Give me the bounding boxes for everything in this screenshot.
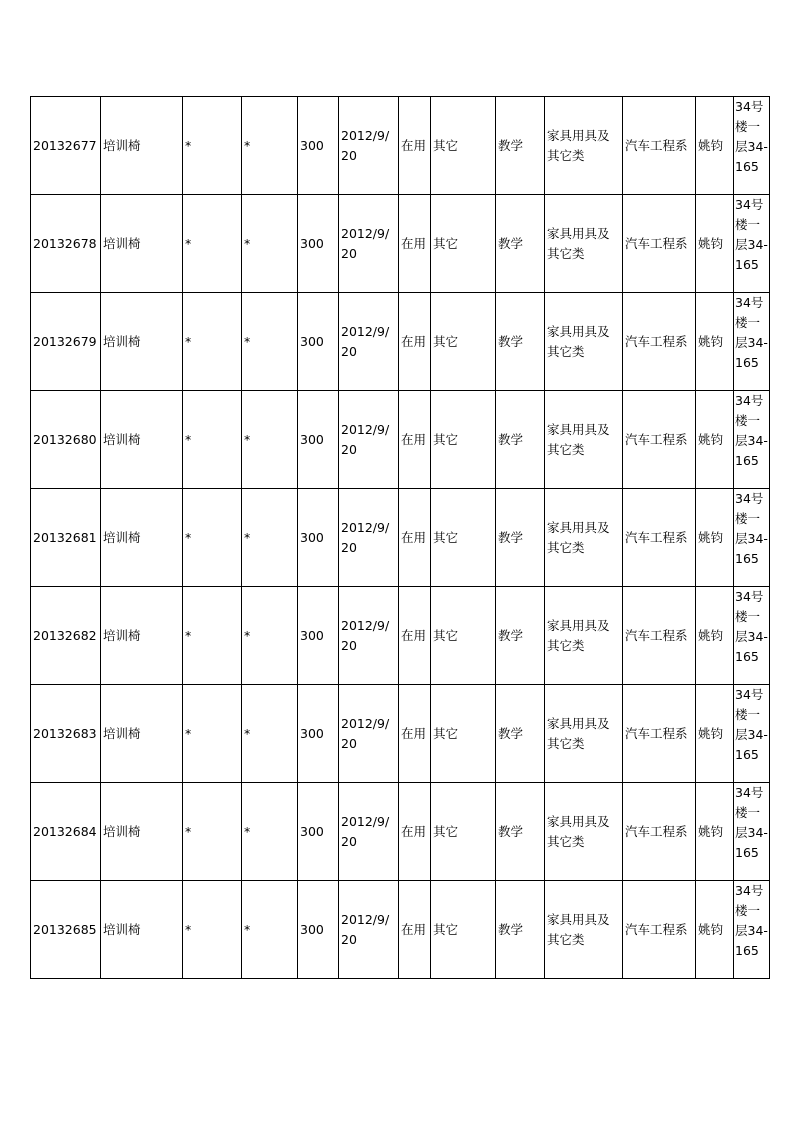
acquired-date-cell: 2012/9/20 (339, 293, 399, 391)
source-cell: 其它 (431, 685, 496, 783)
department-cell: 汽车工程系 (623, 783, 696, 881)
acquired-date-cell: 2012/9/20 (339, 685, 399, 783)
location-cell: 34号楼一层34-165 (734, 587, 770, 685)
department-cell: 汽车工程系 (623, 293, 696, 391)
keeper-cell: 姚钧 (696, 97, 734, 195)
usage-cell: 教学 (496, 685, 545, 783)
model-cell: * (242, 391, 298, 489)
acquired-date-cell: 2012/9/20 (339, 391, 399, 489)
spec-cell: * (183, 685, 242, 783)
acquired-date-cell: 2012/9/20 (339, 783, 399, 881)
table-row (31, 685, 770, 783)
source-cell: 其它 (431, 391, 496, 489)
acquired-date-cell: 2012/9/20 (339, 587, 399, 685)
status-cell: 在用 (399, 391, 431, 489)
usage-cell: 教学 (496, 293, 545, 391)
category-cell: 家具用具及其它类 (545, 97, 623, 195)
acquired-date-cell: 2012/9/20 (339, 881, 399, 979)
asset-name-cell: 培训椅 (101, 293, 183, 391)
price-cell: 300 (298, 783, 339, 881)
asset-id-cell: 20132682 (31, 587, 101, 685)
category-cell: 家具用具及其它类 (545, 195, 623, 293)
model-cell: * (242, 195, 298, 293)
spec-cell: * (183, 391, 242, 489)
asset-name-cell: 培训椅 (101, 391, 183, 489)
department-cell: 汽车工程系 (623, 195, 696, 293)
status-cell: 在用 (399, 783, 431, 881)
acquired-date-cell: 2012/9/20 (339, 195, 399, 293)
category-cell: 家具用具及其它类 (545, 587, 623, 685)
usage-cell: 教学 (496, 97, 545, 195)
asset-id-cell: 20132677 (31, 97, 101, 195)
table-row (31, 391, 770, 489)
asset-name-cell: 培训椅 (101, 685, 183, 783)
status-cell: 在用 (399, 195, 431, 293)
table-row (31, 97, 770, 195)
location-cell: 34号楼一层34-165 (734, 293, 770, 391)
source-cell: 其它 (431, 195, 496, 293)
asset-id-cell: 20132680 (31, 391, 101, 489)
asset-name-cell: 培训椅 (101, 881, 183, 979)
department-cell: 汽车工程系 (623, 489, 696, 587)
asset-name-cell: 培训椅 (101, 489, 183, 587)
status-cell: 在用 (399, 587, 431, 685)
asset-id-cell: 20132683 (31, 685, 101, 783)
source-cell: 其它 (431, 881, 496, 979)
keeper-cell: 姚钧 (696, 881, 734, 979)
asset-name-cell: 培训椅 (101, 195, 183, 293)
spec-cell: * (183, 97, 242, 195)
asset-name-cell: 培训椅 (101, 783, 183, 881)
category-cell: 家具用具及其它类 (545, 783, 623, 881)
spec-cell: * (183, 587, 242, 685)
category-cell: 家具用具及其它类 (545, 489, 623, 587)
acquired-date-cell: 2012/9/20 (339, 489, 399, 587)
usage-cell: 教学 (496, 489, 545, 587)
department-cell: 汽车工程系 (623, 587, 696, 685)
spec-cell: * (183, 293, 242, 391)
spec-cell: * (183, 783, 242, 881)
location-cell: 34号楼一层34-165 (734, 391, 770, 489)
status-cell: 在用 (399, 881, 431, 979)
usage-cell: 教学 (496, 783, 545, 881)
source-cell: 其它 (431, 293, 496, 391)
table-row (31, 195, 770, 293)
model-cell: * (242, 587, 298, 685)
keeper-cell: 姚钧 (696, 195, 734, 293)
table-row (31, 489, 770, 587)
location-cell: 34号楼一层34-165 (734, 195, 770, 293)
price-cell: 300 (298, 97, 339, 195)
source-cell: 其它 (431, 97, 496, 195)
keeper-cell: 姚钧 (696, 293, 734, 391)
table-row (31, 783, 770, 881)
status-cell: 在用 (399, 489, 431, 587)
location-cell: 34号楼一层34-165 (734, 881, 770, 979)
usage-cell: 教学 (496, 881, 545, 979)
asset-id-cell: 20132679 (31, 293, 101, 391)
asset-id-cell: 20132678 (31, 195, 101, 293)
keeper-cell: 姚钧 (696, 489, 734, 587)
location-cell: 34号楼一层34-165 (734, 97, 770, 195)
model-cell: * (242, 685, 298, 783)
department-cell: 汽车工程系 (623, 685, 696, 783)
department-cell: 汽车工程系 (623, 881, 696, 979)
asset-id-cell: 20132681 (31, 489, 101, 587)
status-cell: 在用 (399, 685, 431, 783)
location-cell: 34号楼一层34-165 (734, 489, 770, 587)
table-row (31, 587, 770, 685)
model-cell: * (242, 489, 298, 587)
table-row (31, 293, 770, 391)
source-cell: 其它 (431, 489, 496, 587)
usage-cell: 教学 (496, 195, 545, 293)
spec-cell: * (183, 195, 242, 293)
source-cell: 其它 (431, 783, 496, 881)
price-cell: 300 (298, 587, 339, 685)
model-cell: * (242, 783, 298, 881)
asset-id-cell: 20132685 (31, 881, 101, 979)
price-cell: 300 (298, 391, 339, 489)
usage-cell: 教学 (496, 587, 545, 685)
keeper-cell: 姚钧 (696, 391, 734, 489)
asset-name-cell: 培训椅 (101, 97, 183, 195)
location-cell: 34号楼一层34-165 (734, 685, 770, 783)
asset-id-cell: 20132684 (31, 783, 101, 881)
spec-cell: * (183, 489, 242, 587)
model-cell: * (242, 881, 298, 979)
category-cell: 家具用具及其它类 (545, 881, 623, 979)
status-cell: 在用 (399, 97, 431, 195)
keeper-cell: 姚钧 (696, 685, 734, 783)
category-cell: 家具用具及其它类 (545, 685, 623, 783)
price-cell: 300 (298, 293, 339, 391)
asset-name-cell: 培训椅 (101, 587, 183, 685)
keeper-cell: 姚钧 (696, 587, 734, 685)
category-cell: 家具用具及其它类 (545, 391, 623, 489)
model-cell: * (242, 293, 298, 391)
model-cell: * (242, 97, 298, 195)
price-cell: 300 (298, 489, 339, 587)
acquired-date-cell: 2012/9/20 (339, 97, 399, 195)
price-cell: 300 (298, 685, 339, 783)
asset-table-body (31, 97, 770, 979)
keeper-cell: 姚钧 (696, 783, 734, 881)
department-cell: 汽车工程系 (623, 391, 696, 489)
price-cell: 300 (298, 881, 339, 979)
usage-cell: 教学 (496, 391, 545, 489)
department-cell: 汽车工程系 (623, 97, 696, 195)
category-cell: 家具用具及其它类 (545, 293, 623, 391)
price-cell: 300 (298, 195, 339, 293)
status-cell: 在用 (399, 293, 431, 391)
spec-cell: * (183, 881, 242, 979)
asset-table (30, 96, 770, 979)
location-cell: 34号楼一层34-165 (734, 783, 770, 881)
source-cell: 其它 (431, 587, 496, 685)
table-row (31, 881, 770, 979)
